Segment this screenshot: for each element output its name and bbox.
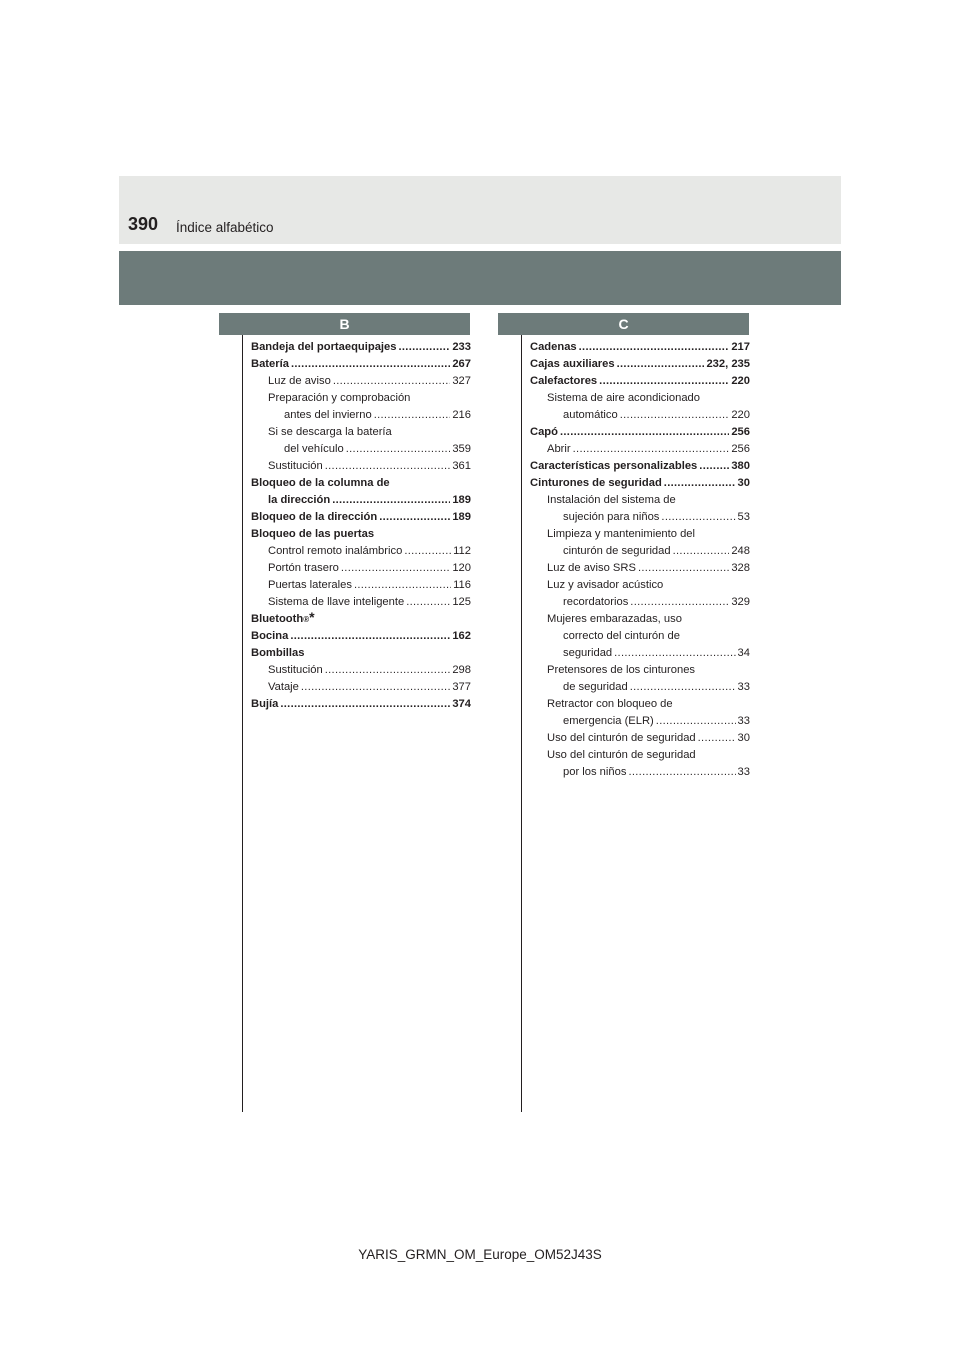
page-reference: 112 (453, 545, 471, 557)
dot-leader (579, 339, 730, 356)
index-entry (530, 713, 750, 730)
index-entry-text: cinturón de seguridad (563, 545, 671, 557)
index-entry-text: Si se descarga la batería (268, 426, 392, 438)
dot-leader (620, 407, 730, 424)
index-entry (530, 628, 750, 645)
page-reference: 248 (731, 545, 750, 557)
dot-leader (404, 543, 451, 560)
dot-leader (346, 441, 451, 458)
index-entry-text: del vehículo (284, 443, 344, 455)
index-entry (251, 662, 471, 679)
letter-heading-c: C (498, 313, 749, 335)
index-entry-text: correcto del cinturón de (563, 630, 680, 642)
dot-leader (614, 645, 735, 662)
index-entry (530, 441, 750, 458)
page-reference: 189 (452, 511, 471, 523)
index-entry-text: Luz de aviso SRS (547, 562, 636, 574)
index-entry (530, 662, 750, 679)
index-entry (251, 390, 471, 407)
index-entry (251, 611, 471, 628)
dot-leader (630, 594, 729, 611)
index-entry (530, 747, 750, 764)
letter-heading-b: B (219, 313, 470, 335)
header-band (119, 251, 841, 305)
dot-leader (617, 356, 705, 373)
index-column-b (251, 339, 471, 713)
index-entry (530, 475, 750, 492)
dot-leader (398, 339, 450, 356)
page-reference: 33 (737, 681, 750, 693)
index-entry-text: Bombillas (251, 647, 305, 659)
dot-leader (673, 543, 730, 560)
dot-leader (630, 679, 736, 696)
index-entry (530, 492, 750, 509)
index-entry (530, 407, 750, 424)
page-reference: 30 (737, 477, 750, 489)
index-entry-text: de seguridad (563, 681, 628, 693)
registered-mark: ® (303, 615, 310, 624)
dot-leader (333, 373, 451, 390)
page-reference: 33 (737, 766, 750, 778)
dot-leader (379, 509, 450, 526)
index-entry (530, 509, 750, 526)
index-entry-text: Cajas auxiliares (530, 358, 615, 370)
index-entry-text: Uso del cinturón de seguridad (547, 749, 696, 761)
document-footer: YARIS_GRMN_OM_Europe_OM52J43S (358, 1247, 602, 1262)
index-entry-text: Control remoto inalámbrico (268, 545, 403, 557)
index-entry (251, 458, 471, 475)
index-entry (251, 543, 471, 560)
index-entry (251, 560, 471, 577)
index-entry-text: Puertas laterales (268, 579, 352, 591)
index-entry-text: Preparación y comprobación (268, 392, 411, 404)
index-entry (530, 679, 750, 696)
page-reference: 220 (731, 375, 750, 387)
page-reference: 328 (731, 562, 750, 574)
index-entry (251, 594, 471, 611)
page-reference: 374 (452, 698, 471, 710)
dot-leader (280, 696, 450, 713)
index-entry (530, 458, 750, 475)
index-entry-text: Sustitución (268, 460, 323, 472)
page-reference: 189 (452, 494, 471, 506)
page-reference: 377 (452, 681, 471, 693)
column-divider-left (242, 335, 243, 1112)
index-entry-text: automático (563, 409, 618, 421)
page-reference: 359 (452, 443, 471, 455)
dot-leader (661, 509, 735, 526)
page-reference: 232, 235 (706, 358, 750, 370)
page-reference: 116 (453, 579, 471, 591)
page-reference: 256 (731, 443, 750, 455)
page-reference: 53 (737, 511, 750, 523)
page-reference: 162 (452, 630, 471, 642)
index-entry-text: Sistema de llave inteligente (268, 596, 405, 608)
index-entry-text: Características personalizables (530, 460, 698, 472)
index-entry-text: recordatorios (563, 596, 629, 608)
dot-leader (374, 407, 451, 424)
page-reference: 216 (452, 409, 471, 421)
page-number: 390 (128, 214, 159, 234)
index-entry (530, 645, 750, 662)
dot-leader (341, 560, 450, 577)
index-entry-text: Bandeja del portaequipajes (251, 341, 397, 353)
index-entry (251, 475, 471, 492)
index-entry-text: Pretensores de los cinturones (547, 664, 696, 676)
dot-leader (290, 628, 450, 645)
index-entry (251, 645, 471, 662)
page-reference: 34 (737, 647, 750, 659)
page-reference: 217 (731, 341, 750, 353)
dot-leader (699, 458, 729, 475)
index-entry-text: Bujía (251, 698, 279, 710)
index-entry-text: la dirección (268, 494, 331, 506)
section-title: Índice alfabético (176, 220, 274, 235)
page-reference: 327 (452, 375, 471, 387)
index-entry (530, 696, 750, 713)
index-entry-text: Capó (530, 426, 558, 438)
dot-leader (638, 560, 729, 577)
index-entry (530, 356, 750, 373)
dot-leader (325, 662, 451, 679)
index-entry-text: Cadenas (530, 341, 577, 353)
index-entry (530, 764, 750, 781)
index-entry (530, 390, 750, 407)
page-reference: 380 (731, 460, 750, 472)
index-entry (251, 628, 471, 645)
index-entry-text: Vataje (268, 681, 299, 693)
index-entry (251, 424, 471, 441)
index-entry (251, 492, 471, 509)
index-entry-text: Luz y avisador acústico (547, 579, 664, 591)
index-entry (530, 543, 750, 560)
page-reference: 125 (452, 596, 471, 608)
index-entry-text: antes del invierno (284, 409, 372, 421)
index-entry-text: Mujeres embarazadas, uso (547, 613, 682, 625)
index-entry (251, 339, 471, 356)
index-entry-text: Portón trasero (268, 562, 339, 574)
index-entry-text: Instalación del sistema de (547, 494, 676, 506)
index-entry-text: emergencia (ELR) (563, 715, 654, 727)
page-reference: 30 (737, 732, 750, 744)
dot-leader (406, 594, 450, 611)
page-reference: 120 (452, 562, 471, 574)
page-reference: 256 (731, 426, 750, 438)
page-reference: 361 (452, 460, 471, 472)
index-entry-text: Limpieza y mantenimiento del (547, 528, 695, 540)
index-entry-text: Luz de aviso (268, 375, 331, 387)
index-entry-text: Bluetooth (251, 613, 304, 625)
index-entry-text: Batería (251, 358, 289, 370)
index-entry-text: Bloqueo de la columna de (251, 477, 390, 489)
dot-leader (291, 356, 450, 373)
index-entry-text: seguridad (563, 647, 613, 659)
index-entry-text: por los niños (563, 766, 627, 778)
index-entry (530, 594, 750, 611)
index-entry (251, 577, 471, 594)
index-entry-text: Cinturones de seguridad (530, 477, 662, 489)
index-entry-text: Abrir (547, 443, 571, 455)
index-entry (530, 373, 750, 390)
index-entry (530, 424, 750, 441)
dot-leader (354, 577, 451, 594)
footnote-star: * (309, 609, 315, 625)
index-entry-text: Bloqueo de la dirección (251, 511, 378, 523)
dot-leader (599, 373, 729, 390)
page-reference: 267 (452, 358, 471, 370)
index-entry (530, 577, 750, 594)
index-entry-text: Bloqueo de las puertas (251, 528, 375, 540)
index-entry-text: Bocina (251, 630, 289, 642)
index-entry (251, 526, 471, 543)
index-entry (530, 560, 750, 577)
index-entry-text: sujeción para niños (563, 511, 660, 523)
index-entry (530, 611, 750, 628)
index-entry (251, 373, 471, 390)
dot-leader (698, 730, 736, 747)
index-entry (251, 356, 471, 373)
index-entry-text: Sustitución (268, 664, 323, 676)
dot-leader (664, 475, 736, 492)
dot-leader (573, 441, 730, 458)
index-entry (530, 339, 750, 356)
dot-leader (560, 424, 729, 441)
dot-leader (325, 458, 451, 475)
index-entry (251, 679, 471, 696)
index-entry (530, 730, 750, 747)
page-reference: 298 (452, 664, 471, 676)
page-reference: 233 (452, 341, 471, 353)
dot-leader (332, 492, 450, 509)
dot-leader (628, 764, 735, 781)
page-reference: 329 (731, 596, 750, 608)
index-entry (251, 407, 471, 424)
page-reference: 220 (731, 409, 750, 421)
index-entry (251, 509, 471, 526)
index-column-c (530, 339, 750, 781)
dot-leader (301, 679, 450, 696)
index-entry-text: Uso del cinturón de seguridad (547, 732, 696, 744)
index-entry (251, 441, 471, 458)
dot-leader (656, 713, 736, 730)
index-entry-text: Calefactores (530, 375, 598, 387)
index-entry-text: Sistema de aire acondicionado (547, 392, 700, 404)
index-entry (251, 696, 471, 713)
column-divider-right (521, 335, 522, 1112)
index-entry (530, 526, 750, 543)
page-reference: 33 (737, 715, 750, 727)
index-entry-text: Retractor con bloqueo de (547, 698, 673, 710)
